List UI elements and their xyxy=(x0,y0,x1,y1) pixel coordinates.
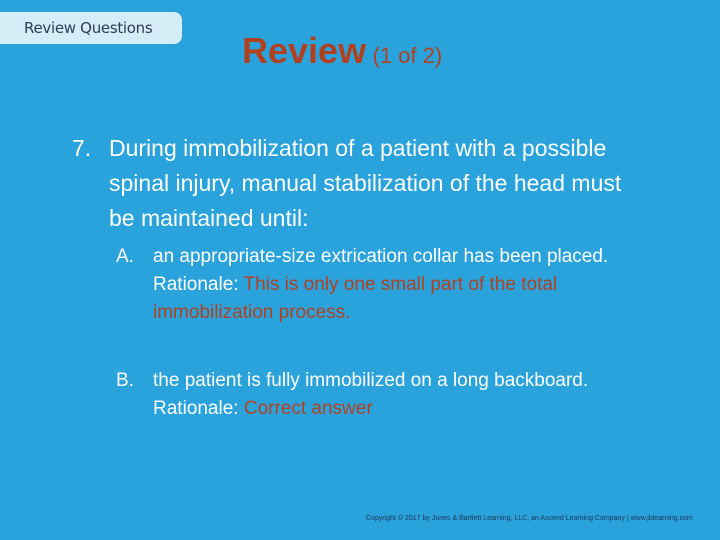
rationale-label: Rationale: xyxy=(153,398,239,419)
section-tab-label: Review Questions xyxy=(24,19,153,37)
copyright-notice: Copyright © 2017 by Jones & Bartlett Learning, LLC, an Ascend Learning Company | www.jblearning.com xyxy=(366,515,693,522)
rationale-text: Correct answer xyxy=(243,398,373,419)
rationale xyxy=(153,271,653,327)
answer-letter: B. xyxy=(116,370,134,391)
answer-text: the patient is fully immobilized on a long backboard. xyxy=(153,370,589,391)
rationale-text: This is only one small part of the total immobilization process. xyxy=(153,274,558,323)
answer-letter: A. xyxy=(116,246,134,267)
answer-option-a xyxy=(116,243,676,327)
rationale-label: Rationale: xyxy=(153,274,239,295)
title-text: Review xyxy=(242,30,367,71)
section-tab xyxy=(0,12,182,44)
answer-option-b xyxy=(116,367,676,423)
question-text: During immobilization of a patient with a possible spinal injury, manual stabilization of the head must be maintained until: xyxy=(109,135,622,231)
answer-text: an appropriate-size extrication collar has been placed. xyxy=(153,246,609,267)
question xyxy=(72,131,672,236)
question-number: 7. xyxy=(72,135,92,161)
slide-title xyxy=(242,30,442,72)
title-suffix: (1 of 2) xyxy=(372,43,443,68)
rationale xyxy=(153,395,653,423)
